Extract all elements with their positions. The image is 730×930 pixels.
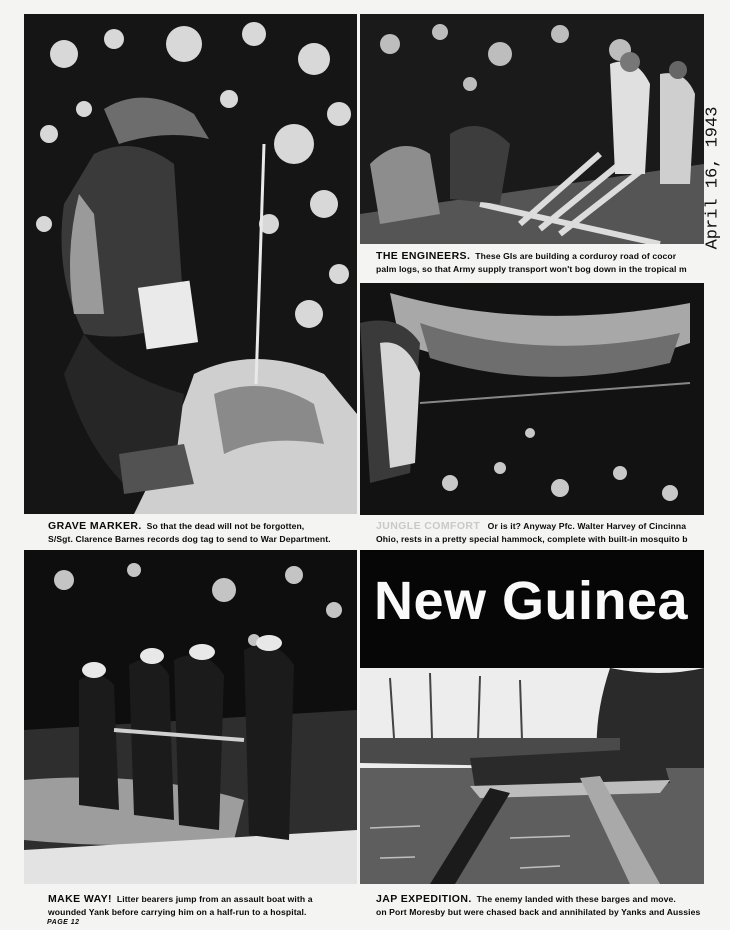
engineers-photo (360, 14, 704, 244)
date-stamp-text: April 16, 1943 (703, 106, 723, 250)
grave-marker-caption-line2: S/Sgt. Clarence Barnes records dog tag to send to War Department. (48, 534, 331, 544)
engineers-caption-line2: palm logs, so that Army supply transport won't bog down in the tropical m (376, 264, 687, 274)
make-way-caption (48, 893, 348, 919)
engineers-caption-head: THE ENGINEERS. (376, 250, 471, 262)
hammock-caption (376, 520, 704, 546)
hammock-photo (360, 283, 704, 515)
jap-expedition-photo (360, 668, 704, 884)
make-way-photo (24, 550, 357, 884)
date-stamp (702, 88, 724, 268)
grave-marker-caption-line1: So that the dead will not be forgotten, (146, 521, 305, 531)
hammock-caption-head: JUNGLE COMFORT (376, 520, 481, 532)
make-way-caption-head: MAKE WAY! (48, 893, 112, 905)
grave-marker-caption-head: GRAVE MARKER. (48, 520, 142, 532)
engineers-caption (376, 250, 702, 276)
jap-expedition-caption-head: JAP EXPEDITION. (376, 893, 472, 905)
jap-expedition-caption-line1: The enemy landed with these barges and move. (476, 894, 676, 904)
grave-marker-caption (48, 520, 348, 546)
make-way-caption-line2: wounded Yank before carrying him on a half-run to a hospital. (48, 907, 307, 917)
engineers-caption-line1: These GIs are building a corduroy road of cocor (475, 251, 677, 261)
page-number: PAGE 12 (47, 919, 80, 926)
banner-title: New Guinea (374, 571, 689, 631)
grave-marker-photo (24, 14, 357, 514)
hammock-caption-line2: Ohio, rests in a pretty special hammock, complete with built-in mosquito b (376, 534, 688, 544)
jap-expedition-caption (376, 893, 704, 919)
jap-expedition-caption-line2: on Port Moresby but were chased back and annihilated by Yanks and Aussies (376, 907, 701, 917)
make-way-caption-line1: Litter bearers jump from an assault boat with a (116, 894, 313, 904)
new-guinea-banner (360, 550, 704, 668)
hammock-caption-line1: Or is it? Anyway Pfc. Walter Harvey of Cincinna (487, 521, 687, 531)
